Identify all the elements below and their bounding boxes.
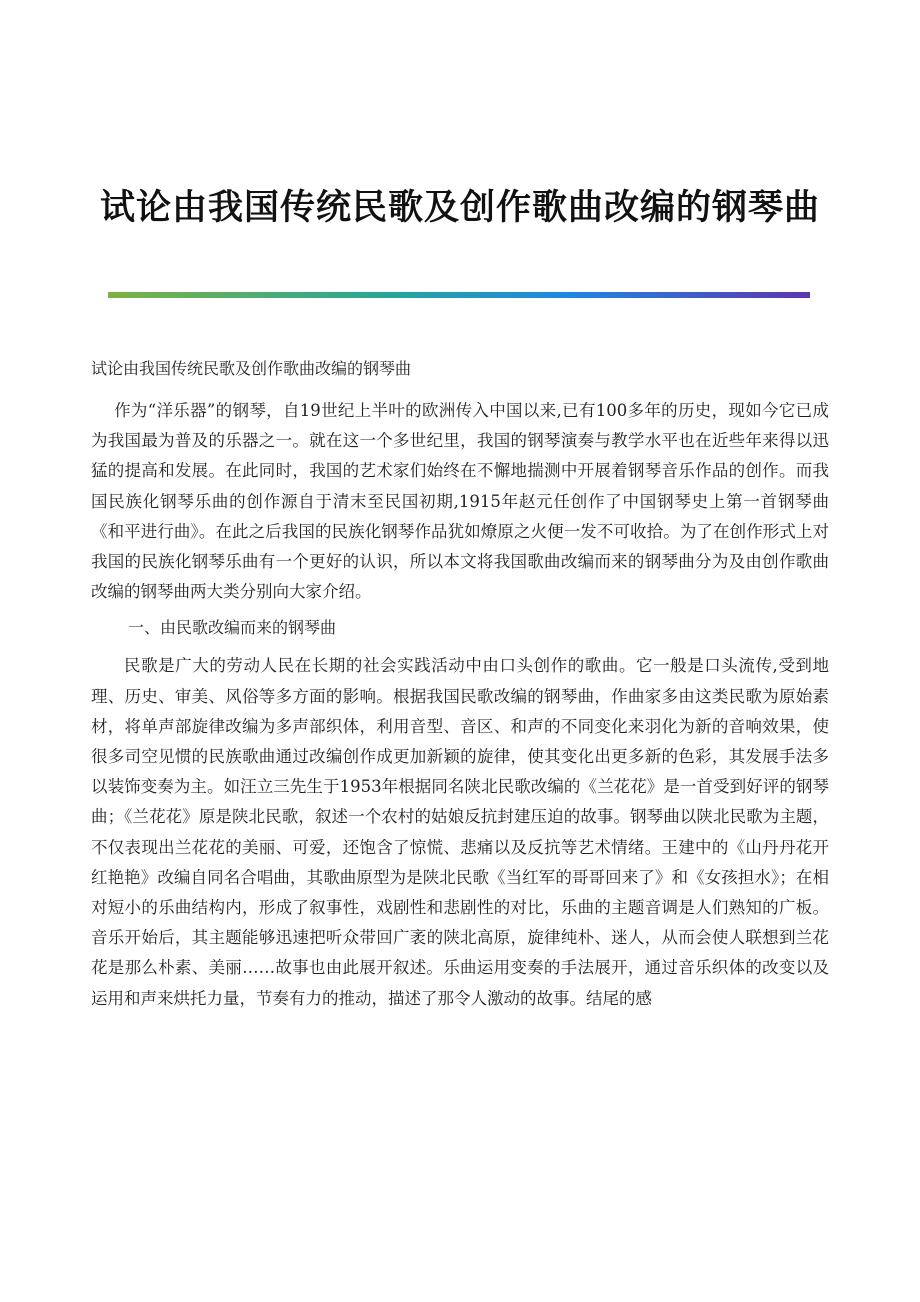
document-body	[91, 354, 829, 1020]
intro-paragraph: 作为“洋乐器”的钢琴，自19世纪上半叶的欧洲传入中国以来,已有100多年的历史，现如今它已成为我国最为普及的乐器之一。就在这一个多世纪里，我国的钢琴演奏与教学水平也在近些年来得以迅猛的提高和发展。在此同时，我国的艺术家们始终在不懈地揣测中开展着钢琴音乐作品的创作。而我国民族化钢琴乐曲的创作源自于清末至民国初期,1915年赵元任创作了中国钢琴史上第一首钢琴曲《和平进行曲》。在此之后我国的民族化钢琴作品犹如燎原之火便一发不可收拾。为了在创作形式上对我国的民族化钢琴乐曲有一个更好的认识，所以本文将我国歌曲改编而来的钢琴曲分为及由创作歌曲改编的钢琴曲两大类分别向大家介绍。	[91, 401, 829, 602]
section-paragraph: 民歌是广大的劳动人民在长期的社会实践活动中由口头创作的歌曲。它一般是口头流传,受到地理、历史、审美、风俗等多方面的影响。根据我国民歌改编的钢琴曲，作曲家多由这类民歌为原始素材，将单声部旋律改编为多声部织体，利用音型、音区、和声的不同变化来羽化为新的音响效果，使很多司空见惯的民族歌曲通过改编创作成更加新颖的旋律，使其变化出更多新的色彩，其发展手法多以装饰变奏为主。如汪立三先生于1953年根据同名陕北民歌改编的《兰花花》是一首受到好评的钢琴曲；《兰花花》原是陕北民歌，叙述一个农村的姑娘反抗封建压迫的故事。钢琴曲以陕北民歌为主题，不仅表现出兰花花的美丽、可爱，还饱含了惊慌、悲痛以及反抗等艺术情绪。王建中的《山丹丹花开红艳艳》改编自同名合唱曲，其歌曲原型为是陕北民歌《当红军的哥哥回来了》和《女孩担水》；在相对短小的乐曲结构内，形成了叙事性，戏剧性和悲剧性的对比，乐曲的主题音调是人们熟知的广板。音乐开始后，其主题能够迅速把听众带回广袤的陕北高原，旋律纯朴、迷人，从而会使人联想到兰花花是那么朴素、美丽……故事也由此展开叙述。乐曲运用变奏的手法展开，通过音乐织体的改变以及运用和声来烘托力量，节奏有力的推动，描述了那令人激动的故事。结尾的感	[91, 656, 829, 1008]
document-subtitle: 试论由我国传统民歌及创作歌曲改编的钢琴曲	[91, 359, 412, 378]
title-gradient-rule	[108, 292, 810, 298]
document-title: 试论由我国传统民歌及创作歌曲改编的钢琴曲	[99, 188, 820, 228]
section-heading: 一、由民歌改编而来的钢琴曲	[128, 618, 337, 638]
